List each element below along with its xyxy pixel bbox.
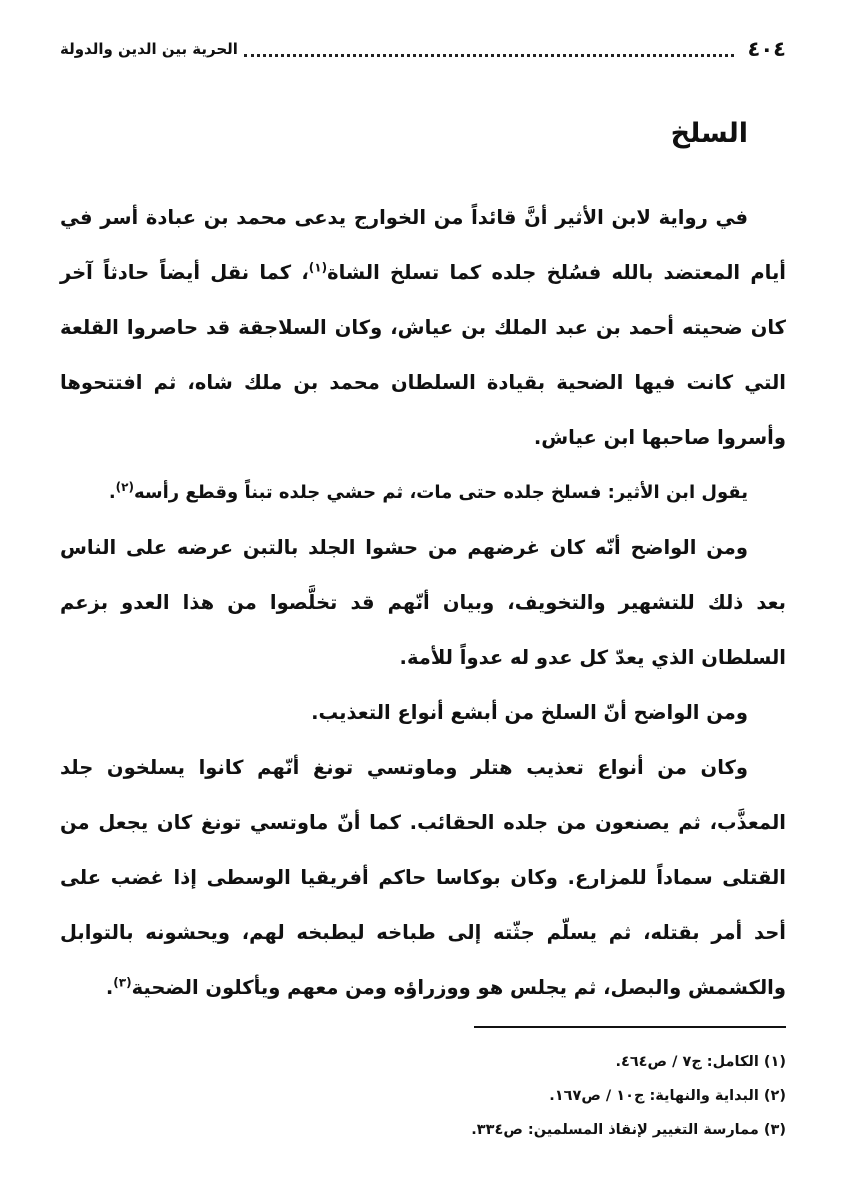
body-text	[60, 190, 786, 1015]
footnote-ref-2: (٢)	[115, 480, 134, 494]
footnote-separator	[474, 1026, 786, 1028]
section-title: السلخ	[670, 118, 748, 149]
paragraph-text: في رواية لابن الأثير أنَّ قائداً من الخوارج يدعى محمد بن عبادة أسر في أيام المعتضد بالله فسُلخ جلده كما تسلخ الشاة	[60, 206, 786, 284]
book-title: الحرية بين الدين والدولة	[60, 40, 238, 58]
footnote-ref-3: (٣)	[113, 975, 132, 990]
paragraph-text: .	[105, 976, 114, 999]
footnote-2: (٢) البداية والنهاية: ج١٠ / ص١٦٧.	[549, 1088, 786, 1104]
paragraph-1	[60, 190, 786, 465]
running-header	[60, 34, 786, 64]
paragraph-text: .	[108, 482, 116, 503]
footnote-ref-1: (١)	[308, 260, 328, 275]
paragraph-5	[60, 740, 786, 1015]
paragraph-text: ومن الواضح أنّ السلخ من أبشع أنواع التعذيب.	[311, 701, 748, 724]
paragraph-3	[60, 520, 786, 685]
paragraph-text: وكان من أنواع تعذيب هتلر وماوتسي تونغ أنّهم كانوا يسلخون جلد المعذَّب، ثم يصنعون من جلده الحقائب. كما أنّ ماوتسي تونغ كان يجعل من القتلى سماداً للمزارع. وكان بوكاسا حاكم أفريقيا الوسطى إذا غضب على أحد أمر بقتله، ثم يسلّم جثّته إلى طباخه ليطبخه لهم، ويحشونه بالتوابل والكشمش والبصل، ثم يجلس هو ووزراؤه ومن معهم ويأكلون الضحية	[60, 756, 786, 999]
paragraph-2	[60, 465, 786, 520]
paragraph-text: يقول ابن الأثير: فسلخ جلده حتى مات، ثم حشي جلده تبناً وقطع رأسه	[133, 482, 748, 503]
paragraph-4	[60, 685, 786, 740]
footnote-1: (١) الكامل: ج٧ / ص٤٦٤.	[615, 1054, 786, 1070]
paragraph-text: ومن الواضح أنّه كان غرضهم من حشوا الجلد بالتبن عرضه على الناس بعد ذلك للتشهير والتخويف، وبيان أنّهم قد تخلَّصوا من هذا العدو بزعم السلطان الذي يعدّ كل عدو له عدواً للأمة.	[60, 536, 786, 669]
page-number: ٤٠٤	[747, 37, 786, 61]
footnote-3: (٣) ممارسة التغيير لإنقاذ المسلمين: ص٣٣٤.	[471, 1122, 786, 1138]
header-dotted-leader	[244, 42, 734, 57]
footnotes	[60, 1045, 786, 1147]
paragraph-text: ، كما نقل أيضاً حادثاً آخر كان ضحيته أحمد بن عبد الملك بن عياش، وكان السلاجقة قد حاصروا القلعة التي كانت فيها الضحية بقيادة السلطان محمد بن ملك شاه، ثم افتتحوها وأسروا صاحبها ابن عياش.	[60, 261, 786, 449]
